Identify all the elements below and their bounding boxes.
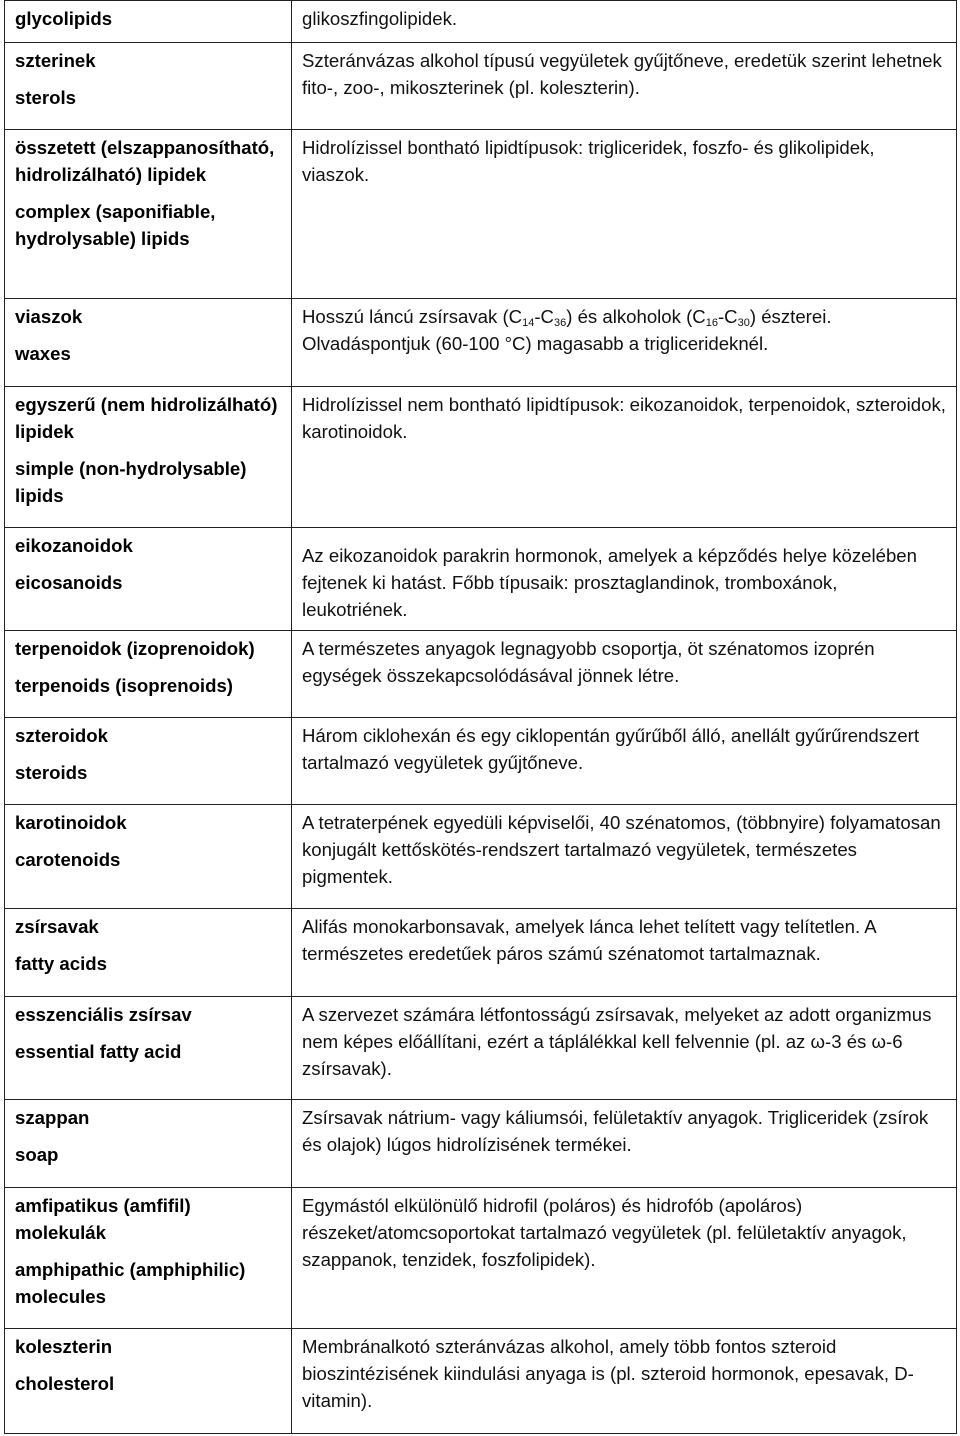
description-text: Hidrolízissel bontható lipidtípusok: trigliceridek, foszfo- és glikolipidek, viaszok. xyxy=(302,137,875,185)
description-cell xyxy=(292,387,957,528)
table-row xyxy=(5,1188,957,1329)
term-hungarian: koleszterin xyxy=(15,1336,113,1357)
term-hungarian: zsírsavak xyxy=(15,916,99,937)
description-fragment: -C xyxy=(717,306,738,327)
description-fragment: ) észterei. Olvadáspontjuk (60-100 °C) magasabb a triglicerideknél. xyxy=(302,306,832,354)
table-row xyxy=(5,1100,957,1188)
description-fragment: -C xyxy=(534,306,554,327)
term-hungarian: szteroidok xyxy=(15,725,108,746)
table-row xyxy=(5,718,957,805)
term-hungarian: amfipatikus (amfifil) molekulák xyxy=(15,1195,191,1243)
table-row xyxy=(5,1329,957,1434)
description-cell xyxy=(292,43,957,130)
term-hungarian: viaszok xyxy=(15,306,83,327)
description-text: Az eikozanoidok parakrin hormonok, amelyek a képződés helye közelében fejtenek ki hatást. Főbb típusaik: prosztaglandinok, tromboxánok, leukotriének. xyxy=(302,545,917,620)
term-hungarian: egyszerű (nem hidrolizálható) lipidek xyxy=(15,394,278,442)
term-cell xyxy=(5,805,292,909)
term-english: carotenoids xyxy=(15,849,121,870)
description-text xyxy=(302,303,946,357)
term-cell xyxy=(5,130,292,299)
term-cell xyxy=(5,1188,292,1329)
term-cell xyxy=(5,299,292,387)
description-text: Membránalkotó szteránvázas alkohol, amely több fontos szteroid bioszintézisének kiindulási anyaga is (pl. szteroid hormonok, epesavak, D-vitamin). xyxy=(302,1336,914,1411)
table-row xyxy=(5,631,957,718)
term-english: cholesterol xyxy=(15,1373,115,1394)
term-cell xyxy=(5,997,292,1100)
term-hungarian: szterinek xyxy=(15,50,96,71)
term-english: eicosanoids xyxy=(15,572,123,593)
description-text: A szervezet számára létfontosságú zsírsavak, melyeket az adott organizmus nem képes előállítani, ezért a táplálékkal kell felvennie (pl. az ω-3 és ω-6 zsírsavak). xyxy=(302,1004,932,1079)
table-row xyxy=(5,299,957,387)
description-text: A tetraterpének egyedüli képviselői, 40 szénatomos, (többnyire) folyamatosan konjugált kettőskötés-rendszert tartalmazó vegyületek, természetes pigmentek. xyxy=(302,812,941,887)
description-text: Hidrolízissel nem bontható lipidtípusok: eikozanoidok, terpenoidok, szteroidok, karotinoidok. xyxy=(302,394,946,442)
term-cell xyxy=(5,1100,292,1188)
description-cell xyxy=(292,299,957,387)
table-row xyxy=(5,528,957,631)
description-cell xyxy=(292,1,957,43)
table-row xyxy=(5,387,957,528)
term-english: sterols xyxy=(15,87,76,108)
description-text: glikoszfingolipidek. xyxy=(302,8,458,29)
term-cell xyxy=(5,43,292,130)
description-cell xyxy=(292,1188,957,1329)
term-cell xyxy=(5,387,292,528)
term-english: amphipathic (amphiphilic) molecules xyxy=(15,1259,246,1307)
description-fragment: ) és alkoholok (C xyxy=(566,306,706,327)
description-text: Három ciklohexán és egy ciklopentán gyűrűből álló, anellált gyűrűrendszert tartalmazó vegyületek gyűjtőneve. xyxy=(302,725,920,773)
term-english: fatty acids xyxy=(15,953,107,974)
subscript: 14 xyxy=(522,317,535,329)
description-cell xyxy=(292,130,957,299)
term-cell xyxy=(5,909,292,997)
term-english: steroids xyxy=(15,762,88,783)
description-text: Alifás monokarbonsavak, amelyek lánca lehet telített vagy telítetlen. A természetes eredetűek páros számú szénatomot tartalmaznak. xyxy=(302,916,876,964)
description-cell xyxy=(292,909,957,997)
description-fragment: Hosszú láncú zsírsavak (C xyxy=(302,306,523,327)
term-hungarian: szappan xyxy=(15,1107,90,1128)
table-row xyxy=(5,805,957,909)
description-cell xyxy=(292,1329,957,1434)
term-english: soap xyxy=(15,1144,59,1165)
term-english: waxes xyxy=(15,343,71,364)
term-hungarian: összetett (elszappanosítható, hidrolizálható) lipidek xyxy=(15,137,275,185)
description-text: A természetes anyagok legnagyobb csoportja, öt szénatomos izoprén egységek összekapcsolódásával jönnek létre. xyxy=(302,638,875,686)
term-english: essential fatty acid xyxy=(15,1041,182,1062)
glossary-table xyxy=(4,0,957,1434)
subscript: 36 xyxy=(553,317,567,329)
table-row xyxy=(5,130,957,299)
table-row xyxy=(5,43,957,130)
description-cell xyxy=(292,718,957,805)
term-hungarian: eikozanoidok xyxy=(15,535,133,556)
subscript: 30 xyxy=(737,317,750,329)
term-cell xyxy=(5,1329,292,1434)
term-english: simple (non-hydrolysable) lipids xyxy=(15,458,247,506)
subscript: 16 xyxy=(705,317,718,329)
description-text: Egymástól elkülönülő hidrofil (poláros) és hidrofób (apoláros) részeket/atomcsoportokat tartalmazó vegyületek (pl. felületaktív anyagok, szappanok, tenzidek, foszfolipidek). xyxy=(302,1195,907,1270)
table-row xyxy=(5,1,957,43)
description-text: Zsírsavak nátrium- vagy káliumsói, felületaktív anyagok. Trigliceridek (zsírok és olajok) lúgos hidrolízisének termékei. xyxy=(302,1107,929,1155)
term-english: complex (saponifiable, hydrolysable) lipids xyxy=(15,201,216,249)
description-cell xyxy=(292,805,957,909)
term-english: terpenoids (isoprenoids) xyxy=(15,675,233,696)
description-cell xyxy=(292,997,957,1100)
description-cell xyxy=(292,1100,957,1188)
term-hungarian: karotinoidok xyxy=(15,812,127,833)
term-cell xyxy=(5,631,292,718)
description-cell xyxy=(292,528,957,631)
term-cell xyxy=(5,528,292,631)
term-hungarian: terpenoidok (izoprenoidok) xyxy=(15,638,255,659)
term-cell xyxy=(5,1,292,43)
table-row xyxy=(5,909,957,997)
term-cell xyxy=(5,718,292,805)
description-text: Szteránvázas alkohol típusú vegyületek gyűjtőneve, eredetük szerint lehetnek fito-, zoo-, mikoszterinek (pl. koleszterin). xyxy=(302,50,942,98)
term-hungarian: esszenciális zsírsav xyxy=(15,1004,192,1025)
term-hungarian: glycolipids xyxy=(15,8,113,29)
table-row xyxy=(5,997,957,1100)
description-cell xyxy=(292,631,957,718)
